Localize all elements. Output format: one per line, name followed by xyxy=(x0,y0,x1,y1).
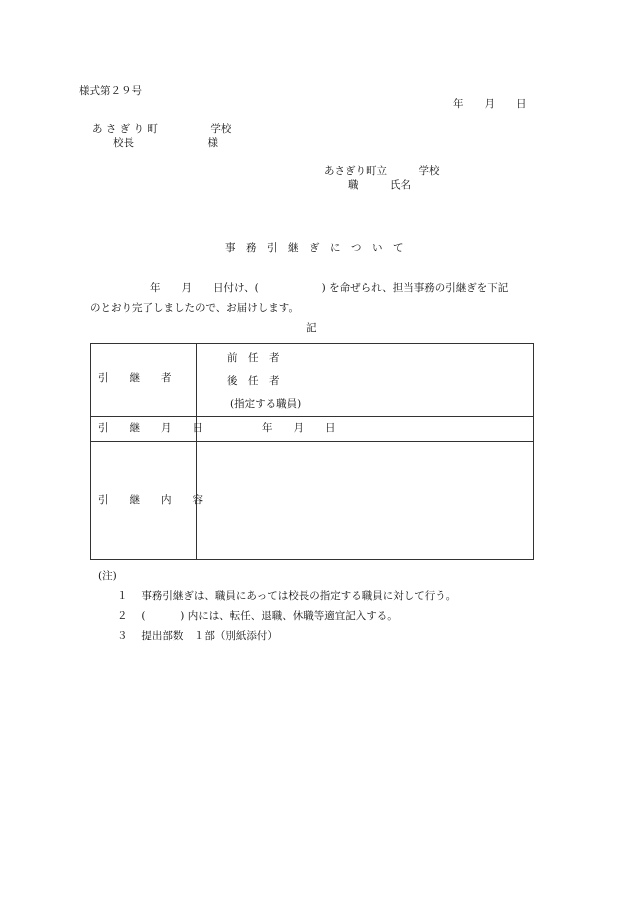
sender-name: 職 氏名 xyxy=(348,179,411,191)
addressee-school: あ さ ぎ り 町 学校 xyxy=(92,123,232,135)
row-label-cell xyxy=(91,344,197,417)
date-cell xyxy=(197,417,534,442)
table-row xyxy=(91,442,534,560)
note-item: ３ 提出部数 １部（別紙添付） xyxy=(117,630,278,642)
body-line-1: 年 月 日付け、( ) を命ぜられ、担当事務の引継ぎを下記 xyxy=(150,282,509,294)
content-cell xyxy=(197,442,534,560)
note-item: ２ ( ) 内には、転任、退職、休職等適宜記入する。 xyxy=(117,610,398,622)
persons-cell xyxy=(197,344,534,417)
table-row xyxy=(91,417,534,442)
predecessor-label: 前 任 者 xyxy=(227,352,280,364)
successor-label: 後 任 者 xyxy=(227,375,280,387)
notes-heading: (注) xyxy=(98,570,117,582)
note-item: １ 事務引継ぎは、職員にあっては校長の指定する職員に対して行う。 xyxy=(117,590,457,602)
addressee-principal: 校長 様 xyxy=(113,137,218,149)
row-label-cell xyxy=(91,442,203,560)
ki-heading: 記 xyxy=(306,322,317,334)
body-line-2: のとおり完了しましたので、お届けします。 xyxy=(90,302,299,314)
form-number: 様式第２９号 xyxy=(79,85,142,97)
row-label-handover-persons: 引 継 者 xyxy=(98,372,172,384)
handover-date-value: 年 月 日 xyxy=(262,422,336,434)
row-label-cell xyxy=(91,417,203,442)
handover-table xyxy=(90,343,534,560)
table-row xyxy=(91,344,534,417)
row-label-handover-date: 引 継 月 日 xyxy=(98,422,203,434)
row-label-handover-content: 引 継 内 容 xyxy=(98,494,203,506)
date-line: 年 月 日 xyxy=(453,98,527,110)
document-title: 事 務 引 継 ぎ に つ い て xyxy=(225,242,404,254)
sender-school: あさぎり町立 学校 xyxy=(324,165,440,177)
designated-staff-label: (指定する職員) xyxy=(230,398,302,410)
